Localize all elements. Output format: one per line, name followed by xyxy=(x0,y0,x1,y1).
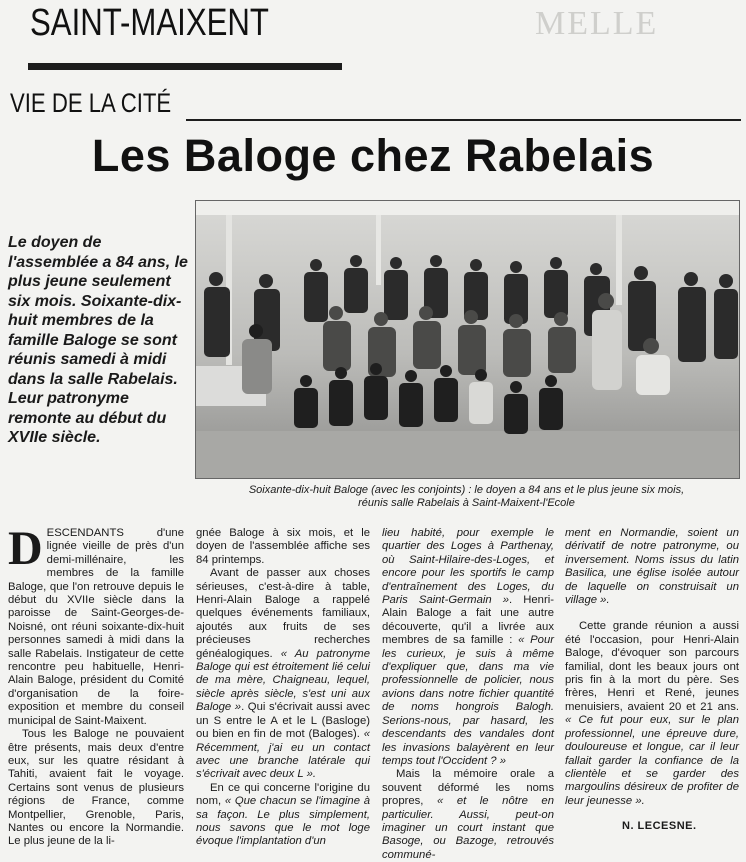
paragraph xyxy=(8,522,184,728)
paragraph-text: En ce qui concerne l'origine du nom, xyxy=(196,781,370,808)
article-column-2 xyxy=(196,527,370,849)
paragraph-text: Avant de passer aux choses sérieuses, c'est-à-dire à table, Henri-Alain Baloge a rappelé quelques événements familiaux, ajoutés aux fruits de ses précieuses recherches généalogiques. xyxy=(196,567,370,660)
article-lede: Le doyen de l'assemblée a 84 ans, le plus jeune seulement six mois. Soixante-dix-huit membres de la famille Baloge se sont réunis samedi à midi dans la salle Rabelais. Leur patronyme remonte au début du XVIIe siècle. xyxy=(8,234,188,446)
paragraph: gnée Baloge à six mois, et le doyen de l'assemblée affiche ses 84 printemps. xyxy=(196,527,370,566)
quote: « Au patronyme Baloge qui est étroitement lié celui de ma mère, Chaigneau, lequel, siècle après siècle, s'est uni aux Baloge » xyxy=(196,647,370,714)
paragraph xyxy=(196,782,370,849)
paragraph-text: ESCENDANTS d'une lignée vieille de près d'un demi-millénaire, les membres de la famille Baloge, que l'on retrouve depuis le début du XVIIe siècle dans la paroisse de Saint-Georges-de-Noisné, ont réuni soixante-dix-huit personnes samedi à midi dans la salle Rabelais. Instigateur de cette rencontre peu habituelle, Henri-Alain Baloge, président du Comité d'organisation de la foire-exposition et membre du conseil municipal de Saint-Maixent. xyxy=(8,527,184,727)
author-byline: N. LECESNE. xyxy=(622,820,697,832)
drop-cap: D xyxy=(8,522,43,575)
article-column-3 xyxy=(382,527,554,862)
group-photo-illustration xyxy=(196,201,739,478)
paragraph: Tous les Baloge ne pouvaient être présents, mais deux d'entre eux, sur les quatre résidant à Tahiti, avaient fait le voyage. Certains sont venus de plusieurs régions de France, comme Montpellier, Grenoble, Paris, Nantes ou encore la Normandie. Le plus jeune de la li- xyxy=(8,728,184,848)
quote: « Pour les curieux, je suis à même d'expliquer que, dans ma vie professionnelle de policier, nous avions dans notre fichier quantité de noms hongrois Balogh. Serions-nous, par hasard, les descendants des vandales dont les invasions balayèrent en leur temps tout l'Occident ? » xyxy=(382,634,554,767)
page-town-heading: SAINT-MAIXENT xyxy=(30,2,269,44)
caption-line: Soixante-dix-huit Baloge (avec les conjoints) : le doyen a 84 ans et le plus jeune six mois, xyxy=(248,484,685,496)
quote: lieu habité, pour exemple le quartier des Loges à Parthenay, où Saint-Hilaire-des-Loges, et encore pour les sportifs le camp d'entraînement des Loges, du Paris Saint-Germain » xyxy=(382,527,554,607)
article-headline: Les Baloge chez Rabelais xyxy=(91,130,655,181)
article-column-1 xyxy=(8,522,184,849)
paragraph xyxy=(196,567,370,782)
section-heading: VIE DE LA CITÉ xyxy=(10,88,172,118)
paragraph xyxy=(565,620,739,808)
group-photo xyxy=(195,200,740,479)
paragraph-text: Mais la mémoire orale a souvent déformé les noms propres, xyxy=(382,768,554,808)
paragraph xyxy=(382,527,554,768)
paragraph-text: Cette grande réunion a aussi été l'occasion, pour Henri-Alain Baloge, d'évoquer son parcours familial, dont les beaux jours ont pris fin à la mort du père. Ses frères, Henri et René, jeunes menuisiers, avaient 20 et 21 ans. xyxy=(565,620,739,713)
paragraph-text: . Qui s'écrivait aussi avec un S entre le A et le L (Basloge) ou bien en fin de mot (Baloges). xyxy=(196,701,370,741)
paragraph xyxy=(382,768,554,862)
heading-rule xyxy=(28,63,342,70)
quote: « Que chacun se l'imagine à sa façon. Le plus simplement, nous savons que le mot loge évoque l'implantation d'un xyxy=(196,795,370,848)
quote: « Ce fut pour eux, sur le plan professionnel, une épreuve dure, douloureuse et longue, car il leur fallait garder la confiance de la clientèle et se garder des margoulins désireux de profiter de leur jeunesse ». xyxy=(565,714,739,807)
section-rule xyxy=(186,119,741,121)
paragraph-text: . Henri-Alain Baloge a fait une autre découverte, qu'il a livrée aux membres de sa famille : xyxy=(382,594,554,647)
quote: « Récemment, j'ai eu un contact avec une branche latérale qui s'écrivait avec deux L ». xyxy=(196,728,370,781)
adjacent-page-bleed: MELLE xyxy=(535,5,659,42)
photo-caption xyxy=(195,484,738,510)
caption-line: réunis salle Rabelais à Saint-Maixent-l'Ecole xyxy=(358,497,575,509)
paragraph: ment en Normandie, soient un dérivatif de notre patronyme, ou inversement. Noms issus du latin Basilica, une église isolée autour de laquelle on construisait un village ». xyxy=(565,527,739,607)
quote: « et le nôtre en particulier. Aussi, peut-on imaginer un court instant que Basoge, ou Bazoge, retrouvés communé- xyxy=(382,795,554,861)
article-column-4 xyxy=(565,527,739,808)
